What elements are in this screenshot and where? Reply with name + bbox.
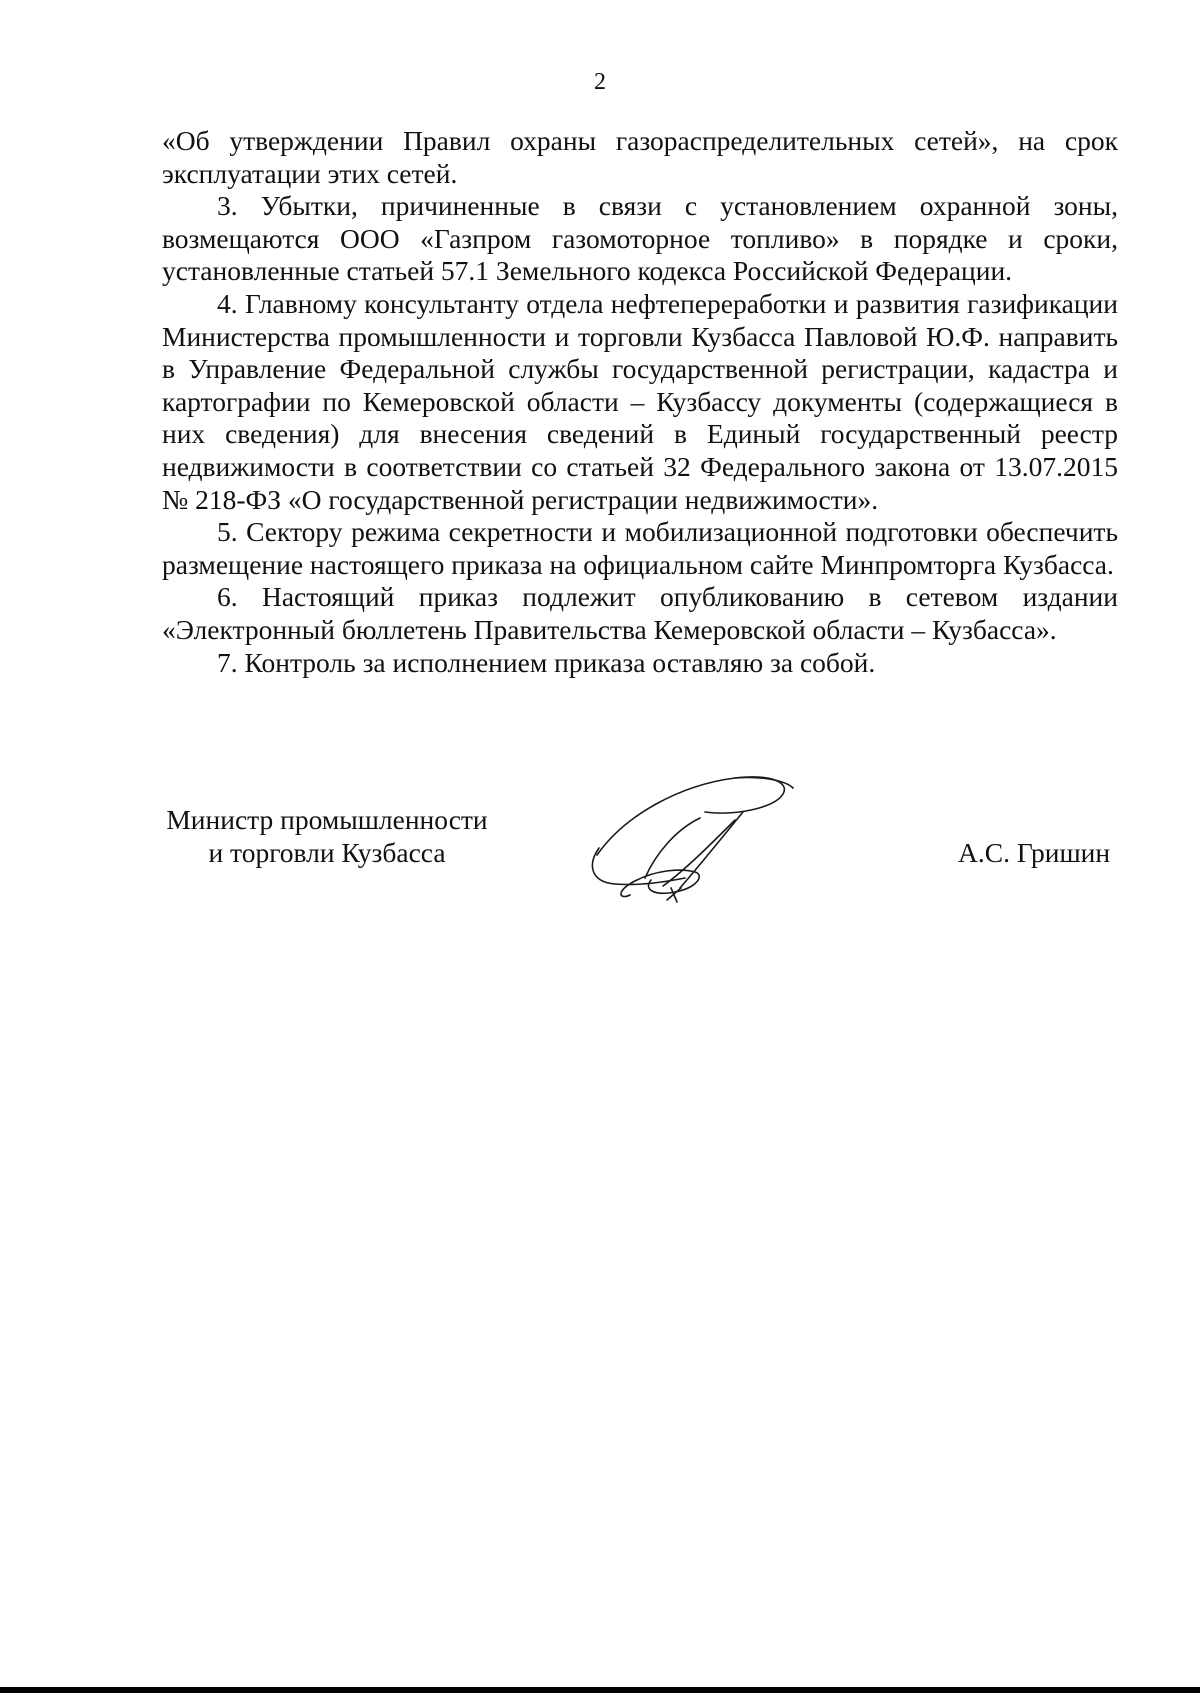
signatory-position-line-2: и торговли Кузбасса [208, 837, 446, 868]
paragraph-item-7: 7. Контроль за исполнением приказа оставляю за собой. [217, 646, 876, 678]
paragraph-item-4: 4. Главному консультанту отдела нефтепереработки и развития газификации Министерства промышленности и торговли Кузбасса Павловой Ю.Ф. направить в Управление Федеральной службы государственной регистрации, кадастра и картографии по Кемеровской области – Кузбассу документы (содержащиеся в них сведения) для внесения сведений в Единый государственный реестр недвижимости в соответствии со статьей 32 Федерального закона от 13.07.2015 № 218-ФЗ «О государственной регистрации недвижимости». [162, 287, 1118, 515]
handwritten-signature [585, 760, 825, 910]
signatory-position-line-1: Министр промышленности [166, 804, 488, 835]
document-body [162, 125, 1118, 679]
page-number: 2 [594, 69, 606, 95]
paragraph-item-3: 3. Убытки, причиненные в связи с установлением охранной зоны, возмещаются ООО «Газпром газомоторное топливо» в порядке и сроки, установленные статьей 57.1 Земельного кодекса Российской Федерации. [162, 190, 1118, 287]
signatory-position [162, 803, 492, 869]
bottom-border-line [0, 1687, 1200, 1693]
paragraph-item-6: 6. Настоящий приказ подлежит опубликованию в сетевом издании «Электронный бюллетень Правительства Кемеровской области – Кузбасса». [162, 581, 1118, 645]
paragraph-item-5: 5. Сектору режима секретности и мобилизационной подготовки обеспечить размещение настоящего приказа на официальном сайте Минпромторга Кузбасса. [162, 516, 1118, 580]
paragraph-continuation: «Об утверждении Правил охраны газораспределительных сетей», на срок эксплуатации этих сетей. [162, 125, 1118, 189]
signatory-name: А.С. Гришин [958, 837, 1111, 868]
signature-block [0, 800, 1200, 920]
